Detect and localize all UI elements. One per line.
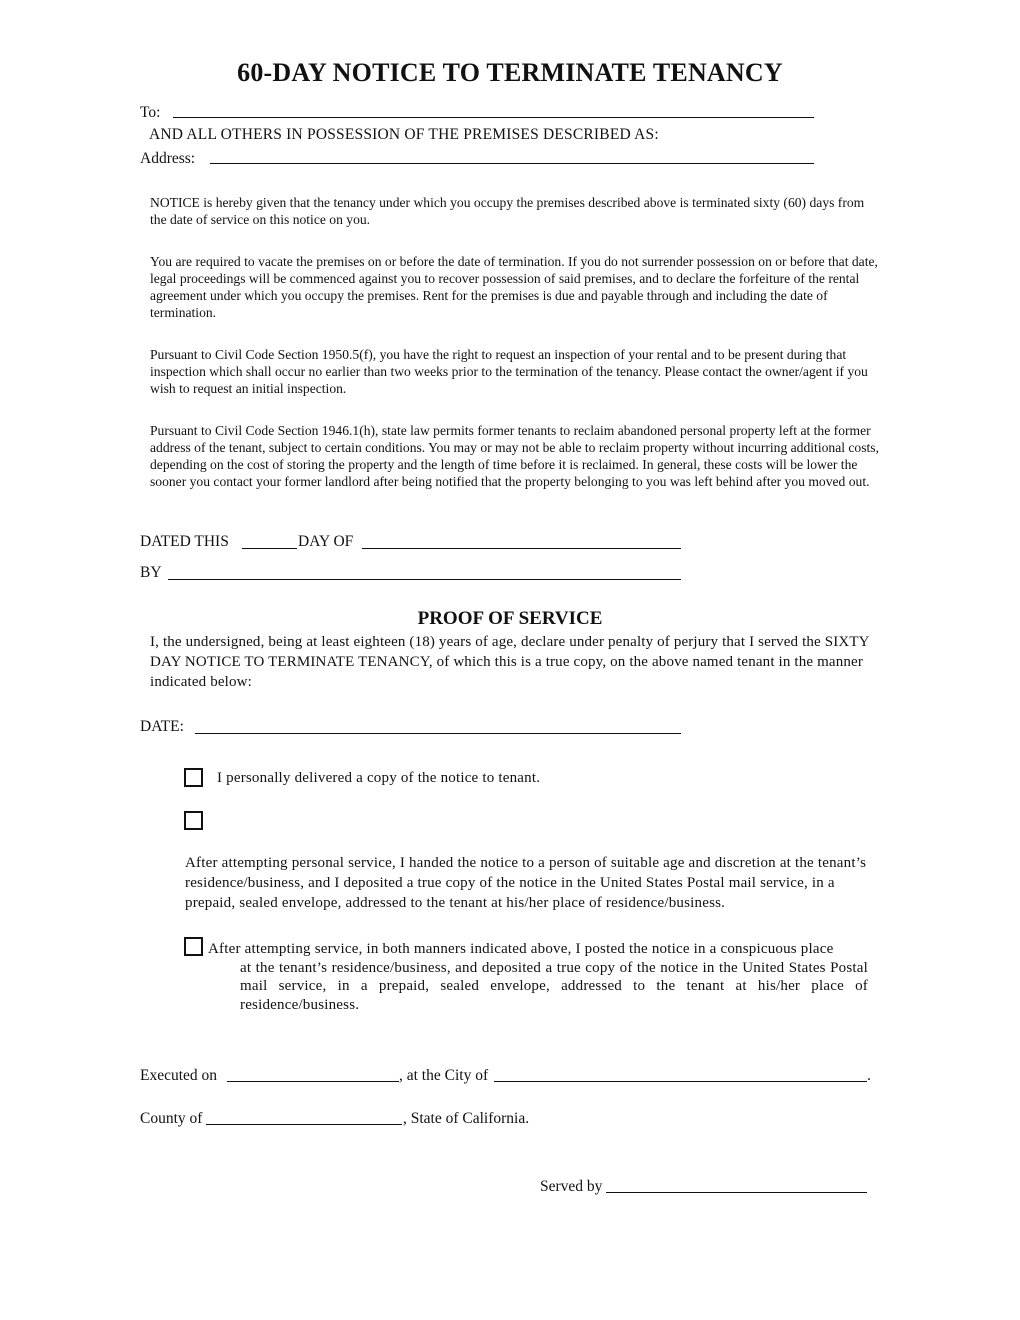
dated-month-field[interactable] <box>362 548 681 549</box>
proof-of-service-title: PROOF OF SERVICE <box>417 608 603 629</box>
service-date-label: DATE: <box>140 718 184 735</box>
address-label: Address: <box>140 150 196 167</box>
state-label: , State of California. <box>403 1110 530 1127</box>
dated-this-label: DATED THIS <box>140 533 229 550</box>
others-in-possession-text: AND ALL OTHERS IN POSSESSION OF THE PREMISES DESCRIBED AS: <box>149 126 659 143</box>
served-by-field[interactable] <box>606 1192 867 1193</box>
notice-paragraph-4: Pursuant to Civil Code Section 1946.1(h), state law permits former tenants to reclaim abandoned personal property left at the former address of the tenant, subject to certain conditions. You may or may not be able to reclaim property without incurring additional costs, depending on the cost of storing the property and the length of time before it is reclaimed. In general, these costs will be lower the sooner you contact your former landlord after being notified that the property belonging to you was left behind after you moved out. <box>150 423 879 489</box>
posted-service-label-rest: at the tenant’s residence/business, and deposited a true copy of the notice in the United States Postal mail service, in a prepaid, sealed envelope, addressed to the tenant at his/her place of residence/business. <box>240 959 868 1013</box>
by-label: BY <box>140 564 162 581</box>
address-field[interactable] <box>210 163 814 164</box>
notice-paragraph-1: NOTICE is hereby given that the tenancy under which you occupy the premises described above is terminated sixty (60) days from the date of service on this notice on you. <box>150 195 865 227</box>
city-field[interactable] <box>494 1081 867 1082</box>
to-field[interactable] <box>173 117 814 118</box>
substitute-service-label: After attempting personal service, I handed the notice to a person of suitable age and discretion at the tenant’s residence/business, and I deposited a true copy of the notice in the United States Postal mail service, in a prepaid, sealed envelope, addressed to the tenant at his/her place of residence/business. <box>185 855 867 911</box>
city-label: , at the City of <box>399 1067 489 1084</box>
county-label: County of <box>140 1110 203 1127</box>
executed-on-field[interactable] <box>227 1081 399 1082</box>
proof-declaration: I, the undersigned, being at least eighteen (18) years of age, declare under penalty of perjury that I served the SIXTY DAY NOTICE TO TERMINATE TENANCY, of which this is a true copy, on the above named tenant in the manner indicated below: <box>150 634 870 691</box>
personal-delivery-checkbox[interactable] <box>184 768 203 787</box>
city-period: . <box>867 1067 871 1084</box>
posted-service-label-first-line: After attempting service, in both manners indicated above, I posted the notice in a conspicuous place <box>208 941 834 957</box>
served-by-label: Served by <box>540 1178 603 1195</box>
day-of-label: DAY OF <box>298 533 354 550</box>
posted-service-checkbox[interactable] <box>184 937 203 956</box>
personal-delivery-label: I personally delivered a copy of the notice to tenant. <box>217 770 541 786</box>
substitute-service-checkbox[interactable] <box>184 811 203 830</box>
county-field[interactable] <box>206 1124 402 1125</box>
page-title: 60-DAY NOTICE TO TERMINATE TENANCY <box>237 58 783 87</box>
dated-day-field[interactable] <box>242 548 297 549</box>
posted-service-text <box>208 940 868 1014</box>
notice-paragraph-3: Pursuant to Civil Code Section 1950.5(f), you have the right to request an inspection of your rental and to be present during that inspection which shall occur no earlier than two weeks prior to the termination of the tenancy. Please contact the owner/agent if you wish to request an initial inspection. <box>150 347 868 396</box>
service-date-field[interactable] <box>195 733 681 734</box>
to-label: To: <box>140 104 161 121</box>
by-field[interactable] <box>168 579 681 580</box>
executed-on-label: Executed on <box>140 1067 218 1084</box>
notice-paragraph-2: You are required to vacate the premises on or before the date of termination. If you do not surrender possession on or before that date, legal proceedings will be commenced against you to recover possession of said premises, and to declare the forfeiture of the rental agreement under which you occupy the premises. Rent for the premises is due and payable through and including the date of termination. <box>150 254 878 320</box>
